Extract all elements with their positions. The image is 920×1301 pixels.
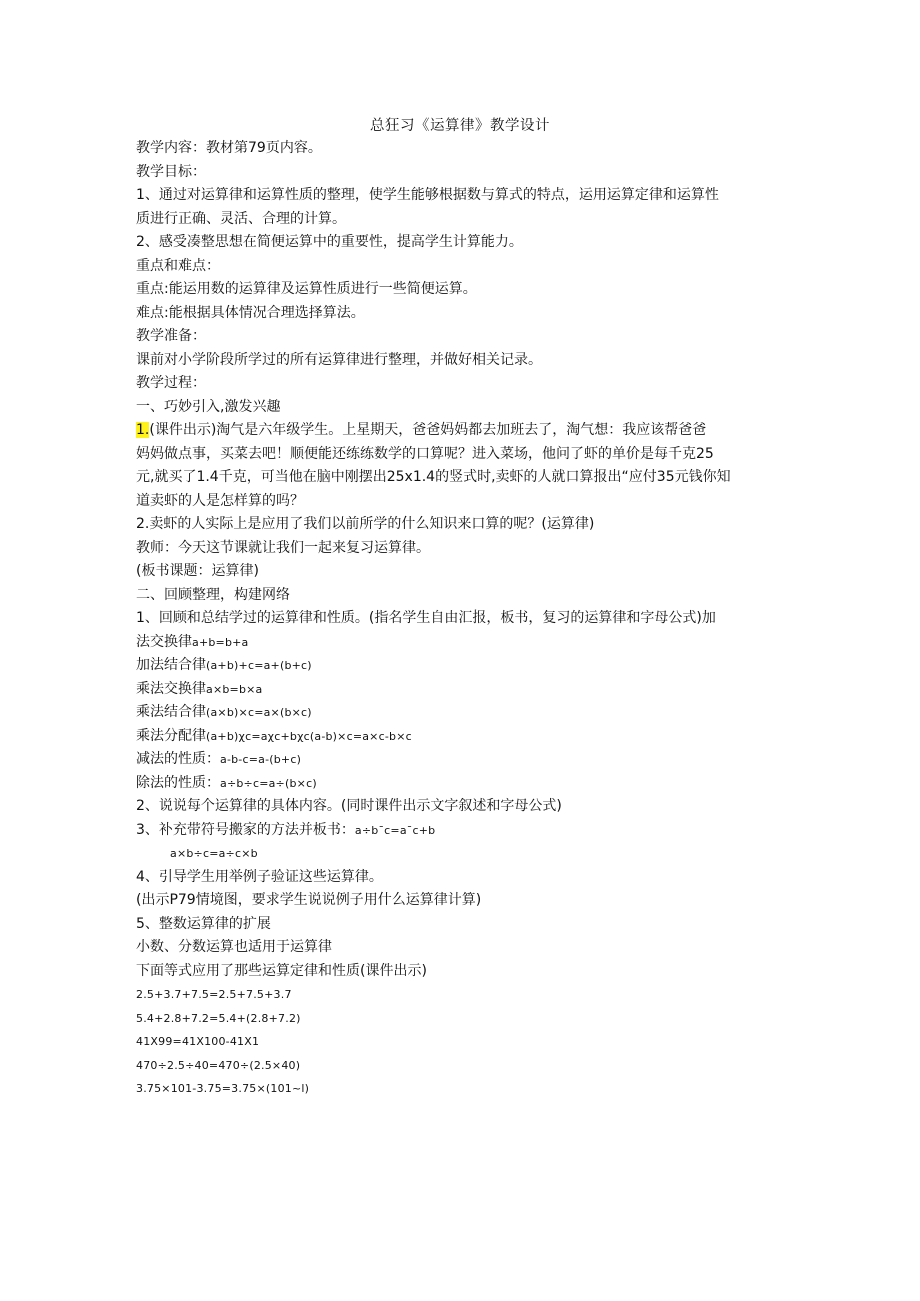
paragraph-text: (课件出示)淘气是六年级学生。上星期天，爸爸妈妈都去加班去了，淘气想：我应该帮爸爸 bbox=[149, 422, 707, 438]
text-line: 教学过程： bbox=[136, 375, 206, 391]
equation-line: 3.75×101-3.75=3.75×(101~l) bbox=[136, 1082, 310, 1095]
equation-line: 41X99=41X100-41X1 bbox=[136, 1035, 260, 1048]
text-line: 课前对小学阶段所学过的所有运算律进行整理，并做好相关记录。 bbox=[136, 351, 542, 368]
law-name: 加法结合律 bbox=[136, 657, 206, 673]
law-formula: a+b=b+a bbox=[192, 635, 249, 649]
highlighted-marker: 1. bbox=[136, 422, 150, 438]
law-line bbox=[136, 701, 786, 725]
equation-line: 2.5+3.7+7.5=2.5+7.5+3.7 bbox=[136, 988, 292, 1001]
law-formula: a-b-c=a-(b+c) bbox=[220, 753, 302, 766]
step3-line bbox=[136, 819, 786, 843]
text-line: (出示P79情境图，要求学生说说例子用什么运算律计算) bbox=[136, 892, 482, 908]
text-line: 教学准备： bbox=[136, 328, 206, 344]
document-title: 总狂习《运算律》教学设计 bbox=[370, 118, 550, 134]
law-line bbox=[136, 748, 786, 772]
law-name: 乘法交换律 bbox=[136, 680, 206, 697]
law-line bbox=[136, 631, 786, 655]
section-heading: 二、回顾整理，构建网络 bbox=[136, 586, 290, 603]
text-line: 妈妈做点事，买菜去吧！顺便能还练练数学的口算呢？进入菜场，他问了虾的单价是每千克25 bbox=[136, 445, 714, 462]
step3-text: 3、补充带符号搬家的方法并板书： bbox=[136, 821, 355, 838]
text-line: 教学目标： bbox=[136, 163, 206, 180]
text-line: 元,就买了1.4千克，可当他在脑中刚摆出25x1.4的竖式时,卖虾的人就口算报出“应付35元钱你知 bbox=[136, 469, 731, 485]
document-body bbox=[136, 137, 786, 1101]
text-line: 道卖虾的人是怎样算的吗？ bbox=[136, 492, 304, 509]
law-formula: a÷b÷c=a÷(b×c) bbox=[220, 776, 317, 790]
text-line: 4、引导学生用举例子验证这些运算律。 bbox=[136, 868, 383, 885]
step3-formula-2: a×b÷c=a÷c×b bbox=[170, 847, 258, 860]
text-line: 重点:能运用数的运算律及运算性质进行一些简便运算。 bbox=[136, 281, 477, 297]
law-line bbox=[136, 725, 786, 749]
equation-line: 5.4+2.8+7.2=5.4+(2.8+7.2) bbox=[136, 1011, 301, 1025]
text-line: (板书课题：运算律) bbox=[136, 563, 259, 579]
law-name: 除法的性质： bbox=[136, 774, 220, 791]
text-line: 质进行正确、灵活、合理的计算。 bbox=[136, 210, 346, 227]
text-line: 1、回顾和总结学过的运算律和性质。(指名学生自由汇报，板书，复习的运算律和字母公式)加 bbox=[136, 610, 716, 626]
text-line: 2、感受凑整思想在简便运算中的重要性，提高学生计算能力。 bbox=[136, 234, 523, 250]
text-line: 小数、分数运算也适用于运算律 bbox=[136, 939, 332, 955]
law-formula: (a×b)×c=a×(b×c) bbox=[206, 706, 312, 719]
law-line bbox=[136, 678, 786, 702]
law-name: 法交换律 bbox=[136, 633, 192, 650]
section-heading: 一、巧妙引入,激发兴趣 bbox=[136, 398, 281, 415]
law-line bbox=[136, 654, 786, 678]
section-heading: 5、整数运算律的扩展 bbox=[136, 915, 271, 932]
law-line bbox=[136, 772, 786, 796]
law-formula: (a+b)+c=a+(b+c) bbox=[206, 659, 312, 672]
step3-formula: a÷b¯c=a¯c+b bbox=[354, 823, 436, 837]
text-line: 教师：今天这节课就让我们一起来复习运算律。 bbox=[136, 539, 430, 556]
text-line: 重点和难点： bbox=[136, 257, 220, 274]
text-line: 教学内容：教材第79页内容。 bbox=[136, 140, 322, 156]
text-line: 1、通过对运算律和运算性质的整理，使学生能够根据数与算式的特点，运用运算定律和运算性 bbox=[136, 187, 719, 203]
law-name: 乘法结合律 bbox=[136, 704, 206, 720]
text-line: 难点:能根据具体情况合理选择算法。 bbox=[136, 304, 365, 321]
text-line: 2.卖虾的人实际上是应用了我们以前所学的什么知识来口算的呢？(运算律) bbox=[136, 516, 595, 532]
law-formula: (a+b)χc=aχc+bχc(a-b)×c=a×c-b×c bbox=[206, 729, 412, 743]
law-name: 减法的性质： bbox=[136, 751, 220, 767]
equation-line: 470÷2.5÷40=470÷(2.5×40) bbox=[136, 1058, 301, 1072]
text-line: 2、说说每个运算律的具体内容。(同时课件出示文字叙述和字母公式) bbox=[136, 798, 562, 814]
law-name: 乘法分配律 bbox=[136, 727, 206, 744]
paragraph-first-line bbox=[136, 419, 786, 443]
law-formula: a×b=b×a bbox=[206, 682, 263, 696]
text-line: 下面等式应用了那些运算定律和性质(课件出示) bbox=[136, 962, 427, 979]
